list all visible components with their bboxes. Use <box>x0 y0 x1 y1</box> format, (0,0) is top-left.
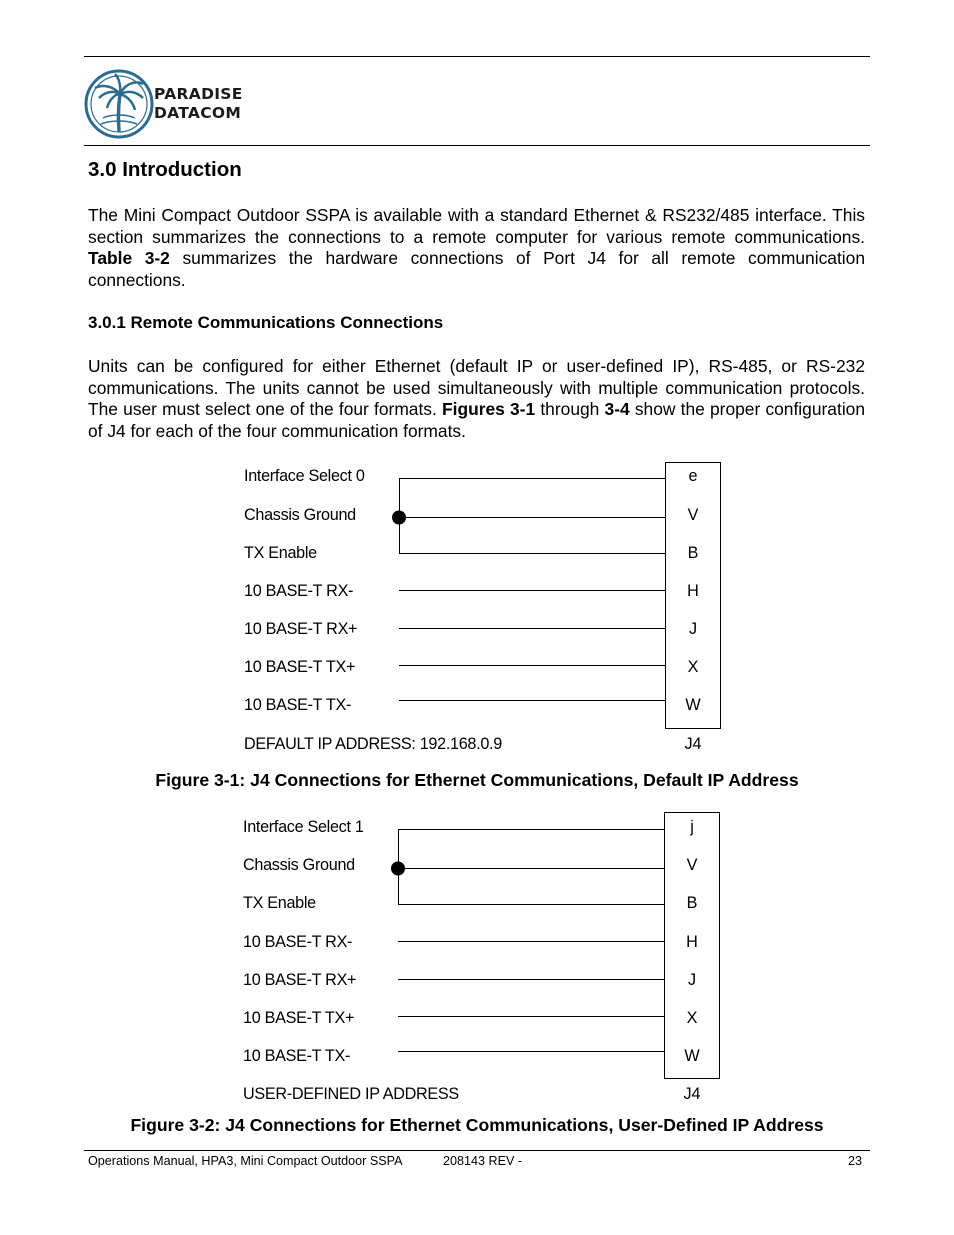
ground-junction-dot <box>391 862 405 876</box>
text-run: Table 3-2 <box>88 248 170 268</box>
ground-junction-dot <box>392 511 406 525</box>
section-title: 3.0 Introduction <box>88 158 242 181</box>
pin-label: H <box>686 933 698 951</box>
ip-address-note: USER-DEFINED IP ADDRESS <box>243 1085 459 1103</box>
pin-label: H <box>687 582 699 600</box>
text-run: The Mini Compact Outdoor SSPA is available with a standard Ethernet & RS232/485 interface. This section summarizes the connections to a remote computer for various remote communications. <box>88 205 865 247</box>
figure-3-1-diagram <box>0 462 954 762</box>
intro-paragraph <box>88 205 865 291</box>
pin-label: e <box>688 467 698 485</box>
signal-label: 10 BASE-T TX+ <box>244 658 356 676</box>
connector-label: J4 <box>683 1085 701 1103</box>
signal-label: 10 BASE-T TX- <box>243 1047 351 1065</box>
pin-label: V <box>687 506 699 524</box>
pin-label: J <box>687 971 697 989</box>
text-run: show the proper configuration of J4 for each of the four communication formats. <box>88 399 866 441</box>
palm-tree-emblem-icon <box>83 68 155 140</box>
signal-label: 10 BASE-T TX- <box>244 696 352 714</box>
signal-label: 10 BASE-T TX+ <box>243 1009 355 1027</box>
signal-label: 10 BASE-T RX+ <box>244 620 358 638</box>
signal-label: Interface Select 1 <box>243 818 364 836</box>
pin-label: B <box>686 894 698 912</box>
figure-3-1-caption: Figure 3-1: J4 Connections for Ethernet Communications, Default IP Address <box>155 770 799 790</box>
signal-label: 10 BASE-T RX- <box>244 582 354 600</box>
wiring-lines <box>0 812 954 1112</box>
subsection-title: 3.0.1 Remote Communications Connections <box>88 313 444 332</box>
signal-label: 10 BASE-T RX+ <box>243 971 357 989</box>
pin-label: X <box>686 1009 698 1027</box>
signal-label: Chassis Ground <box>244 506 356 524</box>
header-bottom-rule <box>84 145 870 146</box>
pin-label: X <box>687 658 699 676</box>
figure-3-2-caption: Figure 3-2: J4 Connections for Ethernet Communications, User-Defined IP Address <box>130 1115 824 1135</box>
signal-label: Interface Select 0 <box>244 467 365 485</box>
footer-doc-number: 208143 REV - <box>443 1154 523 1168</box>
pin-label: V <box>686 856 698 874</box>
logo-line-2: DATACOM <box>154 104 242 122</box>
footer-manual-title: Operations Manual, HPA3, Mini Compact Outdoor SSPA <box>88 1154 403 1168</box>
signal-label: 10 BASE-T RX- <box>243 933 353 951</box>
pin-label: J <box>688 620 698 638</box>
text-run: through <box>535 399 605 419</box>
signal-label: TX Enable <box>244 544 317 562</box>
text-run: summarizes the hardware connections of Port J4 for all remote communication connections. <box>88 248 865 290</box>
subsection-paragraph <box>88 356 865 442</box>
figure-3-2-diagram <box>0 812 954 1112</box>
footer-page-number: 23 <box>848 1154 863 1168</box>
signal-label: Chassis Ground <box>243 856 355 874</box>
text-run: Units can be configured for either Ethernet (default IP or user-defined IP), RS-485, or RS-232 communications. The units cannot be used simultaneously with multiple communication protocols. The user must select one of the four formats. <box>88 356 865 419</box>
pin-label: W <box>685 696 701 714</box>
footer-rule <box>84 1150 870 1151</box>
ip-address-note: DEFAULT IP ADDRESS: 192.168.0.9 <box>244 735 502 753</box>
signal-label: TX Enable <box>243 894 316 912</box>
logo-line-1: PARADISE <box>154 85 243 103</box>
text-run: Figures 3-1 <box>442 399 536 419</box>
text-run: 3-4 <box>604 399 630 419</box>
pin-label: j <box>690 818 694 836</box>
wiring-lines <box>0 462 954 762</box>
pin-label: W <box>684 1047 700 1065</box>
header-top-rule <box>84 56 870 57</box>
connector-label: J4 <box>684 735 702 753</box>
pin-label: B <box>687 544 699 562</box>
